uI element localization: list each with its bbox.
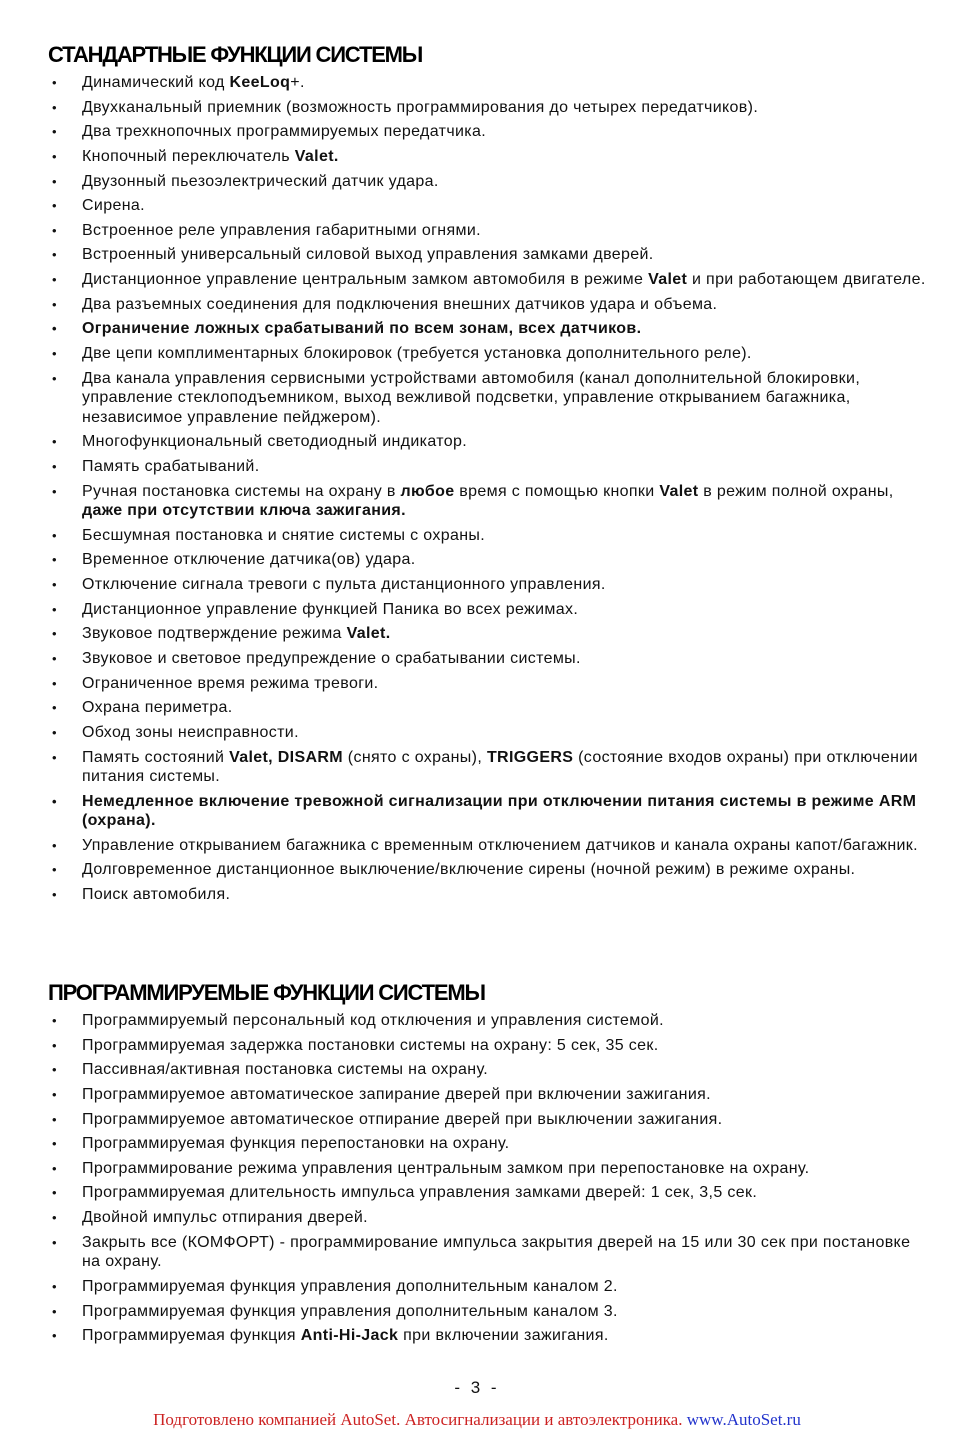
item-text: Динамический код <box>82 74 230 91</box>
item-text: (состояние входов охраны) при отключении питания системы. <box>82 748 918 786</box>
bold-text: любое <box>400 482 455 500</box>
feature-list <box>0 73 954 905</box>
bullet-icon: • <box>52 1185 57 1201</box>
item-text: Ручная постановка системы на охрану в <box>82 482 401 500</box>
bold-text: Valet, DISARM <box>229 748 343 766</box>
list-item <box>0 1011 954 1031</box>
bullet-icon: • <box>52 1111 57 1127</box>
item-text: Обход зоны неисправности. <box>82 723 299 741</box>
list-item <box>0 270 954 290</box>
section-title: ПРОГРАММИРУЕМЫЕ ФУНКЦИИ СИСТЕМЫ <box>48 980 485 1005</box>
list-item <box>0 98 954 118</box>
item-text: Память состояний <box>82 748 230 766</box>
bullet-icon: • <box>52 1303 57 1319</box>
list-item <box>0 698 954 718</box>
list-item <box>0 1183 954 1203</box>
list-item <box>0 221 954 241</box>
list-item <box>0 836 954 856</box>
item-text: Управление открыванием багажника с временным отключением датчиков и канала охраны капот/багажник. <box>82 836 918 854</box>
list-item <box>0 1085 954 1105</box>
bullet-icon: • <box>52 173 57 189</box>
list-item <box>0 723 954 743</box>
bullet-icon: • <box>52 601 57 617</box>
item-text: (снято с охраны), <box>343 748 487 766</box>
bullet-icon: • <box>52 1037 57 1053</box>
standard-functions-section <box>0 40 954 910</box>
item-text: Два разъемных соединения для подключения внешних датчиков удара и объема. <box>82 295 718 313</box>
list-item <box>0 860 954 880</box>
bullet-icon: • <box>52 1062 57 1078</box>
item-text: Программируемая длительность импульса управления замками дверей: 1 сек, 3,5 сек. <box>82 1184 758 1202</box>
bold-text: Anti-Hi-Jack <box>300 1327 399 1345</box>
bold-text: Valet. <box>346 625 391 643</box>
item-text: Бесшумная постановка и снятие системы с охраны. <box>82 526 486 544</box>
item-text: и при работающем двигателе. <box>687 271 926 289</box>
bullet-icon: • <box>52 370 57 386</box>
item-text: Программируемая функция управления дополнительным каналом 2. <box>82 1277 618 1295</box>
item-text: Программируемая задержка постановки системы на охрану: 5 сек, 35 сек. <box>82 1036 659 1054</box>
bold-text: TRIGGERS <box>486 748 574 766</box>
bullet-icon: • <box>52 458 57 474</box>
bullet-icon: • <box>52 862 57 878</box>
item-text: Долговременное дистанционное выключение/включение сирены (ночной режим) в режиме охраны. <box>82 861 856 879</box>
bullet-icon: • <box>52 650 57 666</box>
item-text: Дистанционное управление центральным замком автомобиля в режиме <box>82 271 649 289</box>
list-item <box>0 526 954 546</box>
item-text: Закрыть все (КОМФОРТ) - программирование импульса закрытия дверей на 15 или 30 сек при постановке на охрану. <box>82 1233 911 1271</box>
bullet-icon: • <box>52 1234 57 1250</box>
item-text: Две цепи комплиментарных блокировок (требуется установка дополнительного реле). <box>82 345 752 363</box>
item-text: Программируемое автоматическое отпирание дверей при выключении зажигания. <box>82 1110 723 1128</box>
list-item <box>0 885 954 905</box>
item-text: Звуковое подтверждение режима <box>82 625 347 643</box>
bullet-icon: • <box>52 124 57 140</box>
list-item <box>0 1060 954 1080</box>
item-text: Программируемая функция перепостановки на охрану. <box>82 1135 510 1153</box>
list-item <box>0 457 954 477</box>
bold-text: KeeLoq <box>229 74 291 91</box>
list-item <box>0 482 954 521</box>
item-text: Двухканальный приемник (возможность программирования до четырех передатчиков). <box>82 98 759 116</box>
item-text: Ограниченное время режима тревоги. <box>82 674 379 692</box>
bullet-icon: • <box>52 222 57 238</box>
programmable-functions-section <box>0 978 954 1351</box>
item-text: при включении зажигания. <box>398 1327 609 1345</box>
bullet-icon: • <box>52 148 57 164</box>
bullet-icon: • <box>52 887 57 903</box>
list-item <box>0 792 954 831</box>
item-text: Память срабатываний. <box>82 457 260 475</box>
list-item <box>0 147 954 167</box>
item-text: Многофункциональный светодиодный индикатор. <box>82 433 468 451</box>
list-item <box>0 172 954 192</box>
bullet-icon: • <box>52 247 57 263</box>
bullet-icon: • <box>52 527 57 543</box>
list-item <box>0 649 954 669</box>
footer-link[interactable]: www.AutoSet.ru <box>686 1410 801 1429</box>
list-item <box>0 295 954 315</box>
bold-text: даже при отсутствии ключа зажигания. <box>82 502 406 520</box>
bullet-icon: • <box>52 552 57 568</box>
item-text: +. <box>290 74 305 91</box>
item-text: Программируемое автоматическое запирание дверей при включении зажигания. <box>82 1085 711 1103</box>
list-item <box>0 1134 954 1154</box>
list-item <box>0 1277 954 1297</box>
item-text: Двойной импульс отпирания дверей. <box>82 1209 368 1227</box>
item-text: Звуковое и световое предупреждение о срабатывании системы. <box>82 649 581 667</box>
item-text: Два канала управления сервисными устройствами автомобиля (канал дополнительной блокировки, управление стеклоподъемником, выход вежливой подсветки, управление открыванием багажника, независимое управление пейджером). <box>82 369 861 426</box>
list-item <box>0 245 954 265</box>
bullet-icon: • <box>52 1328 57 1344</box>
bullet-icon: • <box>52 1013 57 1028</box>
bullet-icon: • <box>52 700 57 716</box>
item-text: Охрана периметра. <box>82 699 233 717</box>
bullet-icon: • <box>52 724 57 740</box>
footer-text: Подготовлено компанией AutoSet. Автосигнализации и автоэлектроника. <box>153 1410 683 1429</box>
bullet-icon: • <box>52 1278 57 1294</box>
bold-text: Valet <box>648 271 688 289</box>
item-text: Дистанционное управление функцией Паника во всех режимах. <box>82 600 579 618</box>
bullet-icon: • <box>52 749 57 765</box>
bullet-icon: • <box>52 793 57 809</box>
bold-text: Ограничение ложных срабатываний по всем зонам, всех датчиков. <box>82 320 642 338</box>
bullet-icon: • <box>52 434 57 450</box>
footer <box>0 1410 954 1430</box>
item-text: Отключение сигнала тревоги с пульта дистанционного управления. <box>82 576 606 594</box>
section-title: СТАНДАРТНЫЕ ФУНКЦИИ СИСТЕМЫ <box>48 42 423 67</box>
bullet-icon: • <box>52 75 57 90</box>
list-item <box>0 1036 954 1056</box>
item-text: Двузонный пьезоэлектрический датчик удара. <box>82 172 439 190</box>
bullet-icon: • <box>52 321 57 337</box>
list-item <box>0 1159 954 1179</box>
bullet-icon: • <box>52 272 57 288</box>
item-text: Пассивная/активная постановка системы на охрану. <box>82 1061 489 1079</box>
list-item <box>0 1208 954 1228</box>
bullet-icon: • <box>52 1210 57 1226</box>
bullet-icon: • <box>52 1136 57 1152</box>
item-text: в режим полной охраны, <box>698 482 894 500</box>
bullet-icon: • <box>52 1160 57 1176</box>
list-item <box>0 122 954 142</box>
item-text: Временное отключение датчика(ов) удара. <box>82 551 416 569</box>
bold-text: Немедленное включение тревожной сигнализации при отключении питания системы в режиме ARM (охрана). <box>82 792 917 830</box>
bullet-icon: • <box>52 626 57 642</box>
list-item <box>0 1302 954 1322</box>
feature-list <box>0 1011 954 1346</box>
bullet-icon: • <box>52 837 57 853</box>
list-item <box>0 1110 954 1130</box>
item-text: Два трехкнопочных программируемых передатчика. <box>82 123 487 141</box>
list-item <box>0 432 954 452</box>
item-text: Программирование режима управления центральным замком при перепостановке на охрану. <box>82 1159 810 1177</box>
item-text: Встроенное реле управления габаритными огнями. <box>82 221 481 239</box>
list-item <box>0 748 954 787</box>
list-item <box>0 550 954 570</box>
bullet-icon: • <box>52 296 57 312</box>
item-text: Поиск автомобиля. <box>82 886 231 904</box>
item-text: Кнопочный переключатель <box>82 147 295 165</box>
bullet-icon: • <box>52 198 57 214</box>
list-item <box>0 319 954 339</box>
bullet-icon: • <box>52 99 57 115</box>
list-item <box>0 600 954 620</box>
item-text: время с помощью кнопки <box>454 482 660 500</box>
list-item <box>0 369 954 428</box>
bullet-icon: • <box>52 346 57 362</box>
item-text: Программируемая функция <box>82 1327 301 1345</box>
bullet-icon: • <box>52 1086 57 1102</box>
bullet-icon: • <box>52 483 57 499</box>
bold-text: Valet <box>659 482 699 500</box>
bullet-icon: • <box>52 675 57 691</box>
list-item <box>0 624 954 644</box>
item-text: Программируемая функция управления дополнительным каналом 3. <box>82 1302 618 1320</box>
page-number: - 3 - <box>454 1378 500 1397</box>
list-item <box>0 1326 954 1346</box>
list-item <box>0 196 954 216</box>
list-item <box>0 575 954 595</box>
list-item <box>0 73 954 93</box>
list-item <box>0 674 954 694</box>
item-text: Программируемый персональный код отключения и управления системой. <box>82 1012 664 1029</box>
list-item <box>0 344 954 364</box>
bold-text: Valet. <box>294 147 339 165</box>
item-text: Сирена. <box>82 197 145 215</box>
item-text: Встроенный универсальный силовой выход управления замками дверей. <box>82 246 654 264</box>
bullet-icon: • <box>52 577 57 593</box>
list-item <box>0 1233 954 1272</box>
